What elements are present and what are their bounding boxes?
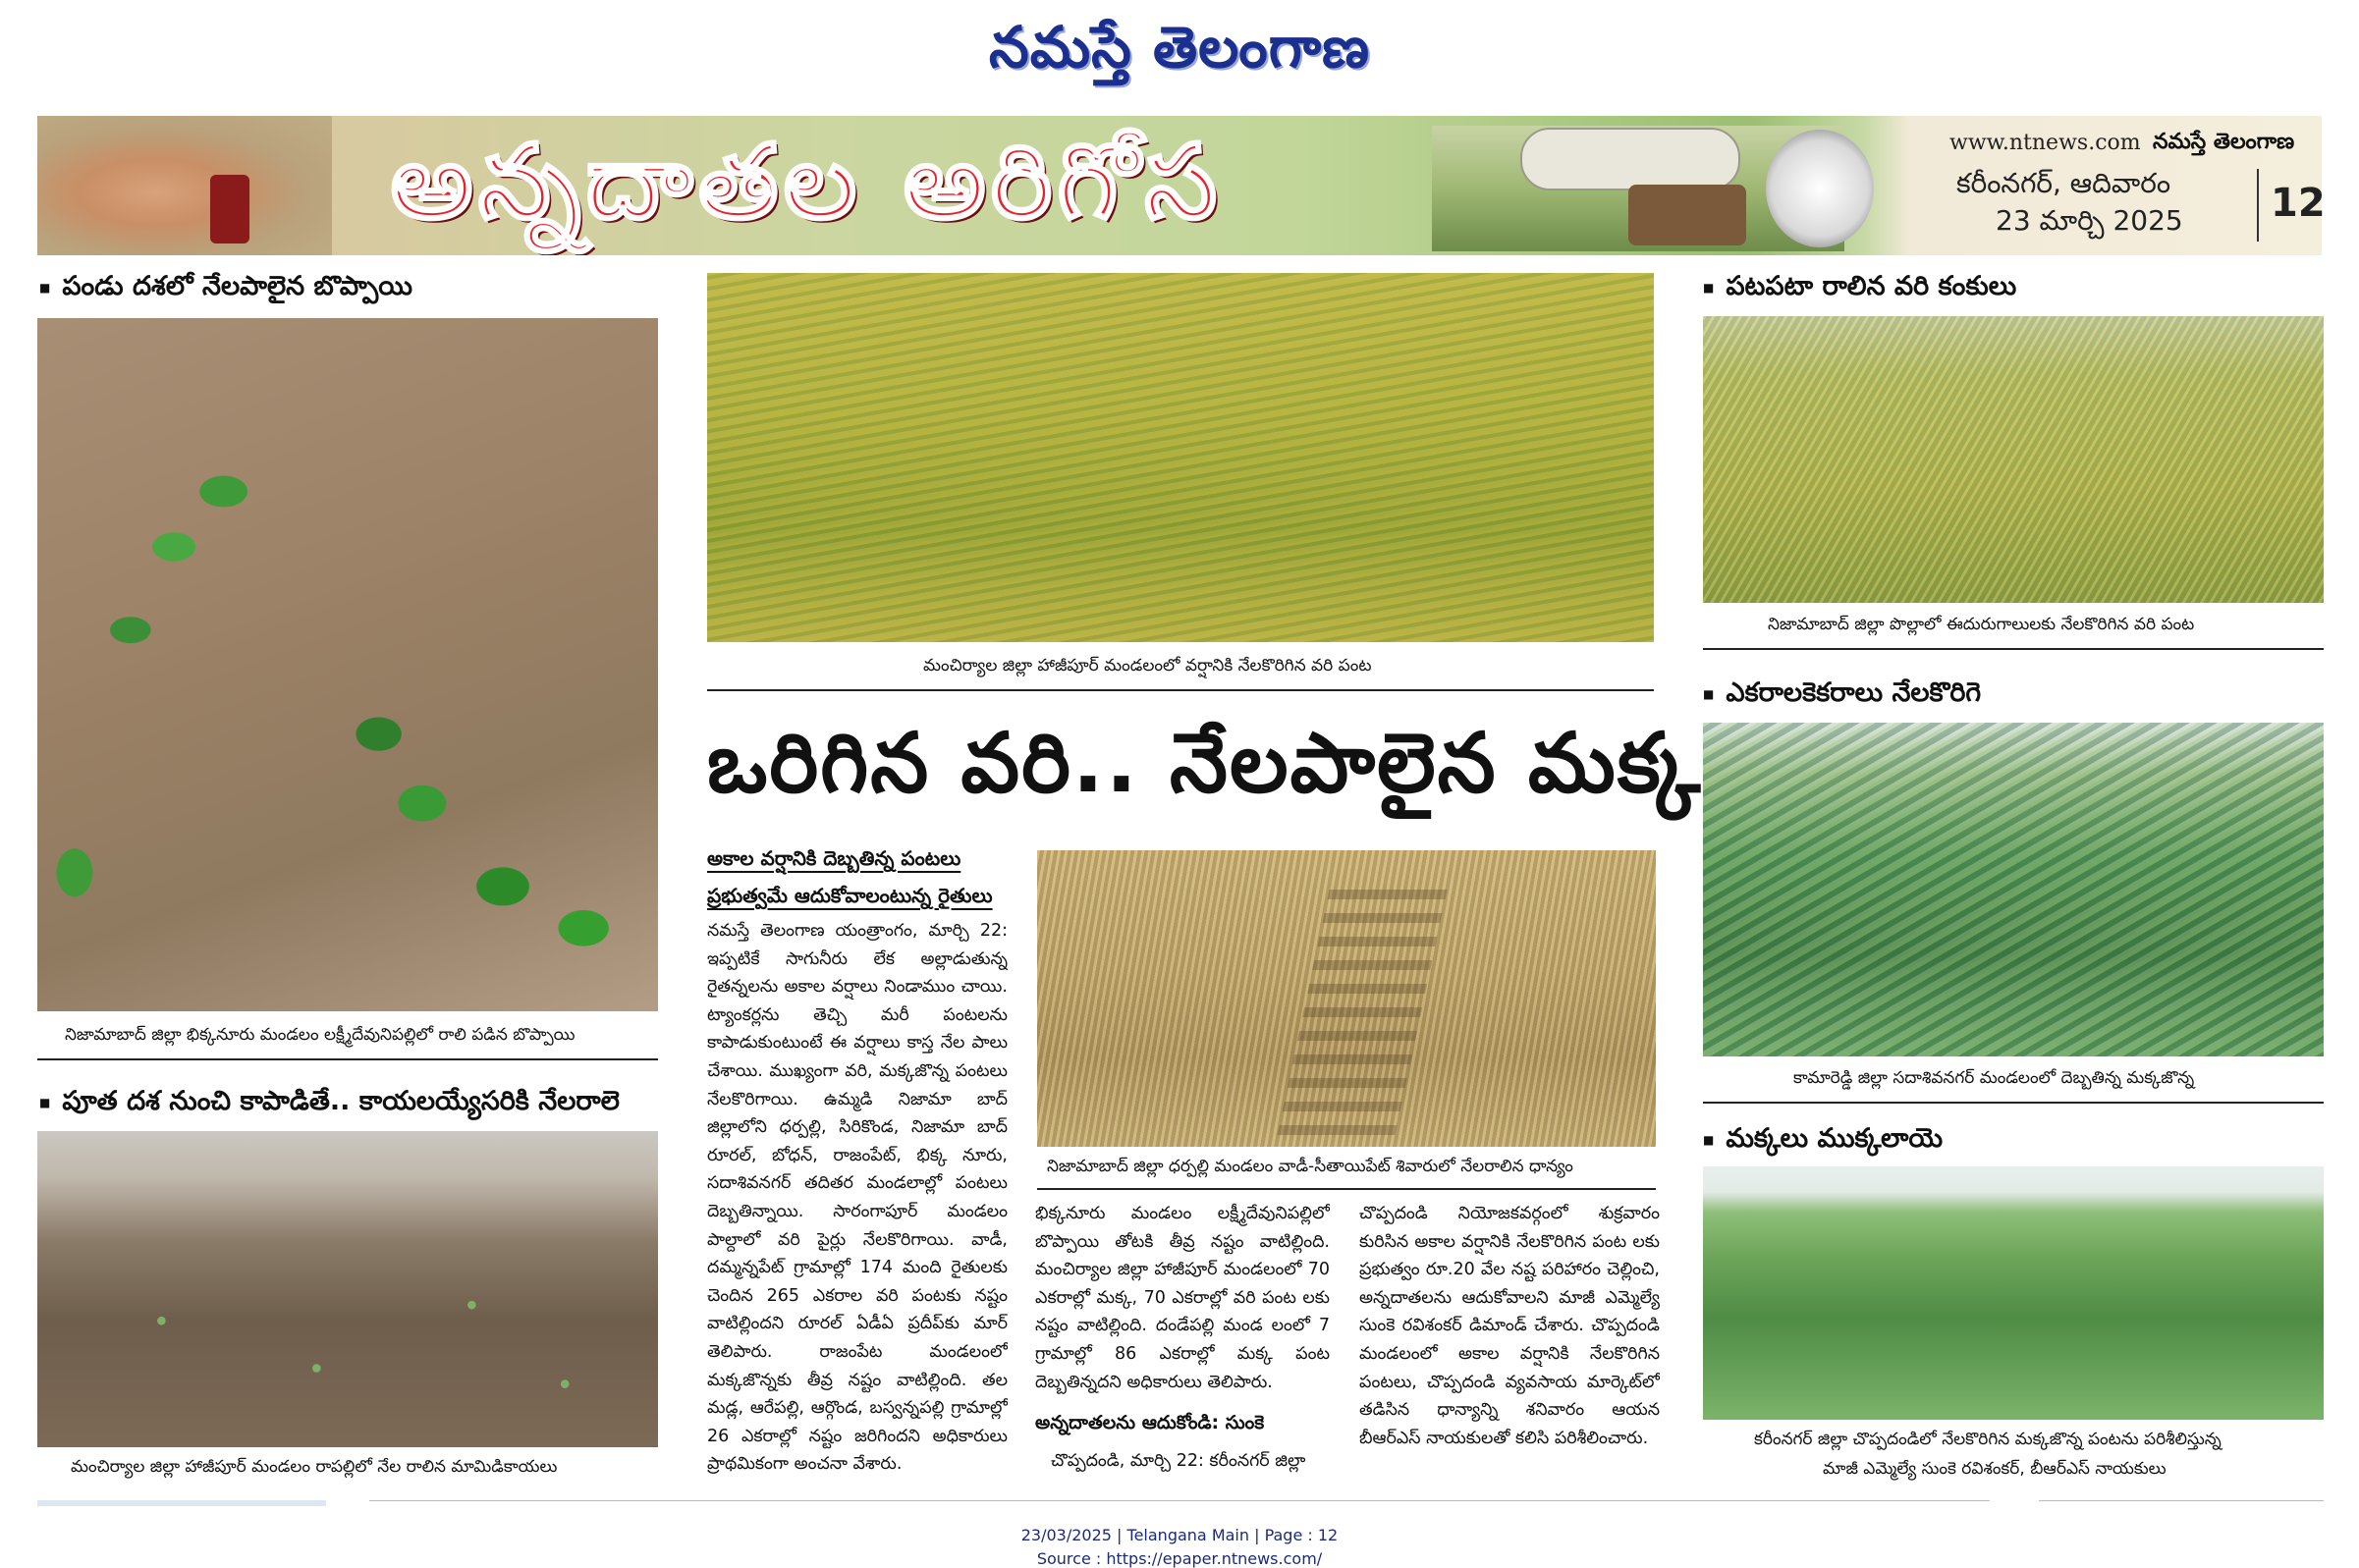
caption-rule xyxy=(707,689,1654,691)
photo-damaged-maize xyxy=(1703,723,2324,1056)
section-heading-maize-pieces: ■ మక్కలు ముక్కలాయె xyxy=(1703,1123,1943,1161)
tractor-illustration xyxy=(1628,185,1746,245)
footer-edition: 23/03/2025 | Telangana Main | Page : 12 xyxy=(1020,1526,1339,1544)
caption-maize: కామారెడ్డి జిల్లా సదాశివనగర్ మండలంలో దెబ్బతిన్న మక్కజొన్న xyxy=(1793,1068,2195,1088)
pesticide-bottle-illustration xyxy=(210,175,249,243)
photo-lodged-paddy xyxy=(707,273,1654,642)
photo-leaders-inspecting xyxy=(1703,1166,2324,1420)
section-heading-acres: ■ ఎకరాలకెకరాలు నేలకొరిగె xyxy=(1703,677,1981,715)
subheadline-2: ప్రభుత్వమే ఆదుకోవాలంటున్న రైతులు xyxy=(707,884,993,907)
masthead xyxy=(0,0,2359,108)
footer-rule xyxy=(369,1500,1990,1501)
caption-rule xyxy=(1703,1102,2324,1104)
photo-paddy-wind xyxy=(1703,316,2324,603)
subheadline-1: అకాల వర్షానికి దెబ్బతిన్న పంటలు xyxy=(707,846,961,870)
article-column-1: నమస్తే తెలంగాణ యంత్రాంగం, మార్చి 22: ఇప్పటికే సాగునీరు లేక అల్లాడుతున్న రైతన్నలను అకాల వర్షాలు నిండాముం చాయి. ట్యాంకర్లను తెచ్చి మరీ పంటలను కాపాడుకుంటుంటే ఈ వర్షాలు కాస్త నేల పాలు చేశాయి. ముఖ్యంగా వరి, మక్కజొన్న పంటలు నేలకొరిగాయి. ఉమ్మడి నిజామా బాద్ జిల్లాలోని ధర్పల్లి, సిరికొండ, నిజామా బాద్ రూరల్, బోధన్, రాజంపేట్, భిక్క నూరు, సదాశివనగర్ తదితర మండలాల్లో పంటలు దెబ్బతిన్నాయి. సారంగాపూర్ మండలం పాల్దాలో వరి పైర్లు నేలకొరిగాయి. వాడీ, దమ్మన్నపేట్ గ్రామాల్లో 174 మంది రైతులకు చెందిన 265 ఎకరాల వరి పంటకు నష్టం వాటిల్లిందని రూరల్ ఏడీఏ ప్రదీప్‌కు మార్ తెలిపారు. రాజంపేట మండలంలో మక్కజొన్నకు తీవ్ర నష్టం వాటిల్లింది. తల మడ్ల, ఆరేపల్లి, ఆర్గొండ, బస్వన్నపల్లి గ్రామాల్లో 26 ఎకరాల్లో నష్టం జరిగిందని అధికారులు ప్రాథమికంగా అంచనా వేశారు. xyxy=(707,921,1008,1475)
section-heading-paddy: ■ పటపటా రాలిన వరి కంకులు xyxy=(1703,271,2016,308)
masthead-logo: నమస్తే తెలంగాణ xyxy=(989,13,1370,81)
caption-papaya: నిజామాబాద్ జిల్లా భిక్కనూరు మండలం లక్ష్మీదేవునిపల్లిలో రాలి పడిన బొప్పాయి xyxy=(65,1025,576,1045)
article-column-2b: చొప్పదండి, మార్చి 22: కరీంనగర్ జిల్లా xyxy=(1051,1451,1306,1471)
caption-mango: మంచిర్యాల జిల్లా హాజీపూర్ మండలం రాపల్లిలో నేల రాలిన మామిడికాయలు xyxy=(71,1457,558,1477)
footer-rule-right xyxy=(2039,1500,2324,1501)
section-heading-papaya: ■ పండు దశలో నేలపాలైన బొప్పాయి xyxy=(39,271,412,308)
inline-heading-sunke: అన్నదాతలను ఆదుకోండి: సుంకె xyxy=(1035,1412,1265,1433)
site-url: www.ntnews.com xyxy=(1949,131,2141,155)
caption-leaders-line1: కరీంనగర్ జిల్లా చొప్పదండిలో నేలకొరిగిన మక్కజొన్న పంటను పరిశీలిస్తున్న xyxy=(1754,1430,2222,1449)
article-column-2: భిక్కనూరు మండలం లక్ష్మీదేవునిపల్లిలో బొప్పాయి తోటకి తీవ్ర నష్టం వాటిల్లింది. మంచిర్యాల జిల్లా హాజీపూర్ మండలంలో 70 ఎకరాల్లో మక్క, 70 ఎకరాల్లో వరి పంట లకు నష్టం వాటిల్లింది. దండేపల్లి మండ లంలో 7 గ్రామాల్లో 86 ఎకరాల్లో మక్క పంట దెబ్బతిన్నదని అధికారులు తెలిపారు. xyxy=(1035,1204,1330,1392)
photo-fallen-grain xyxy=(1037,850,1656,1147)
page-divider xyxy=(2257,169,2259,242)
caption-rule xyxy=(1703,648,2324,650)
water-tanker-illustration xyxy=(1520,128,1740,190)
caption-grain: నిజామాబాద్ జిల్లా ధర్పల్లి మండలం వాడీ-సీతాయిపేట్ శివారులో నేలరాలిన ధాన్యం xyxy=(1047,1157,1573,1176)
footer-bar-left xyxy=(37,1500,326,1506)
banner-title: అన్నదాతల అరిగోస xyxy=(391,122,1223,242)
article-column-3: చొప్పదండి నియోజకవర్గంలో శుక్రవారం కురిసిన అకాల వర్షానికి నేలకొరిగిన పంట లకు ప్రభుత్వం రూ.20 వేల నష్ట పరిహారం చెల్లించి, అన్నదాతలను ఆదుకోవాలని మాజీ ఎమ్మెల్యే సుంకె రవిశంకర్ డిమాండ్ చేశారు. చొప్పదండి మండలంలో అకాల వర్షానికి నేలకొరిగిన పంటలు, చొప్పదండి వ్యవసాయ మార్కెట్‌లో తడిసిన ధాన్యాన్ని శనివారం ఆయన బీఆర్‌ఎస్ నాయకులతో కలిసి పరిశీలించారు. xyxy=(1359,1204,1660,1448)
farmer-hand-illustration xyxy=(37,116,332,255)
caption-rule xyxy=(1037,1188,1656,1190)
main-headline: ఒరిగిన వరి.. నేలపాలైన మక్క xyxy=(707,715,1703,811)
pesticide-icon xyxy=(1766,130,1874,247)
issue-date: 23 మార్చి 2025 xyxy=(1996,204,2183,237)
brand-small: నమస్తే తెలంగాణ xyxy=(2153,130,2295,154)
page-number: 12 xyxy=(2271,181,2326,226)
photo-fallen-papaya xyxy=(37,318,658,1011)
place-day: కరీంనగర్, ఆదివారం xyxy=(1956,167,2171,199)
section-heading-mango: ■ పూత దశ నుంచి కాపాడితే.. కాయలయ్యేసరికి నేలరాలె xyxy=(39,1086,620,1123)
caption-paddy-top: మంచిర్యాల జిల్లా హాజీపూర్ మండలంలో వర్షానికి నేలకొరిగిన వరి పంట xyxy=(923,656,1372,676)
caption-leaders-line2: మాజీ ఎమ్మెల్యే సుంకె రవిశంకర్, బీఆర్ఎస్ నాయకులు xyxy=(1823,1459,2167,1479)
footer-source[interactable]: Source : https://epaper.ntnews.com/ xyxy=(1036,1549,1323,1568)
caption-paddy-right: నిజామాబాద్ జిల్లా పొల్లాలో ఈదురుగాలులకు నేలకొరిగిన వరి పంట xyxy=(1768,615,2195,634)
photo-fallen-mangoes xyxy=(37,1131,658,1447)
tractor-track xyxy=(1275,890,1447,1145)
caption-rule xyxy=(37,1058,658,1060)
